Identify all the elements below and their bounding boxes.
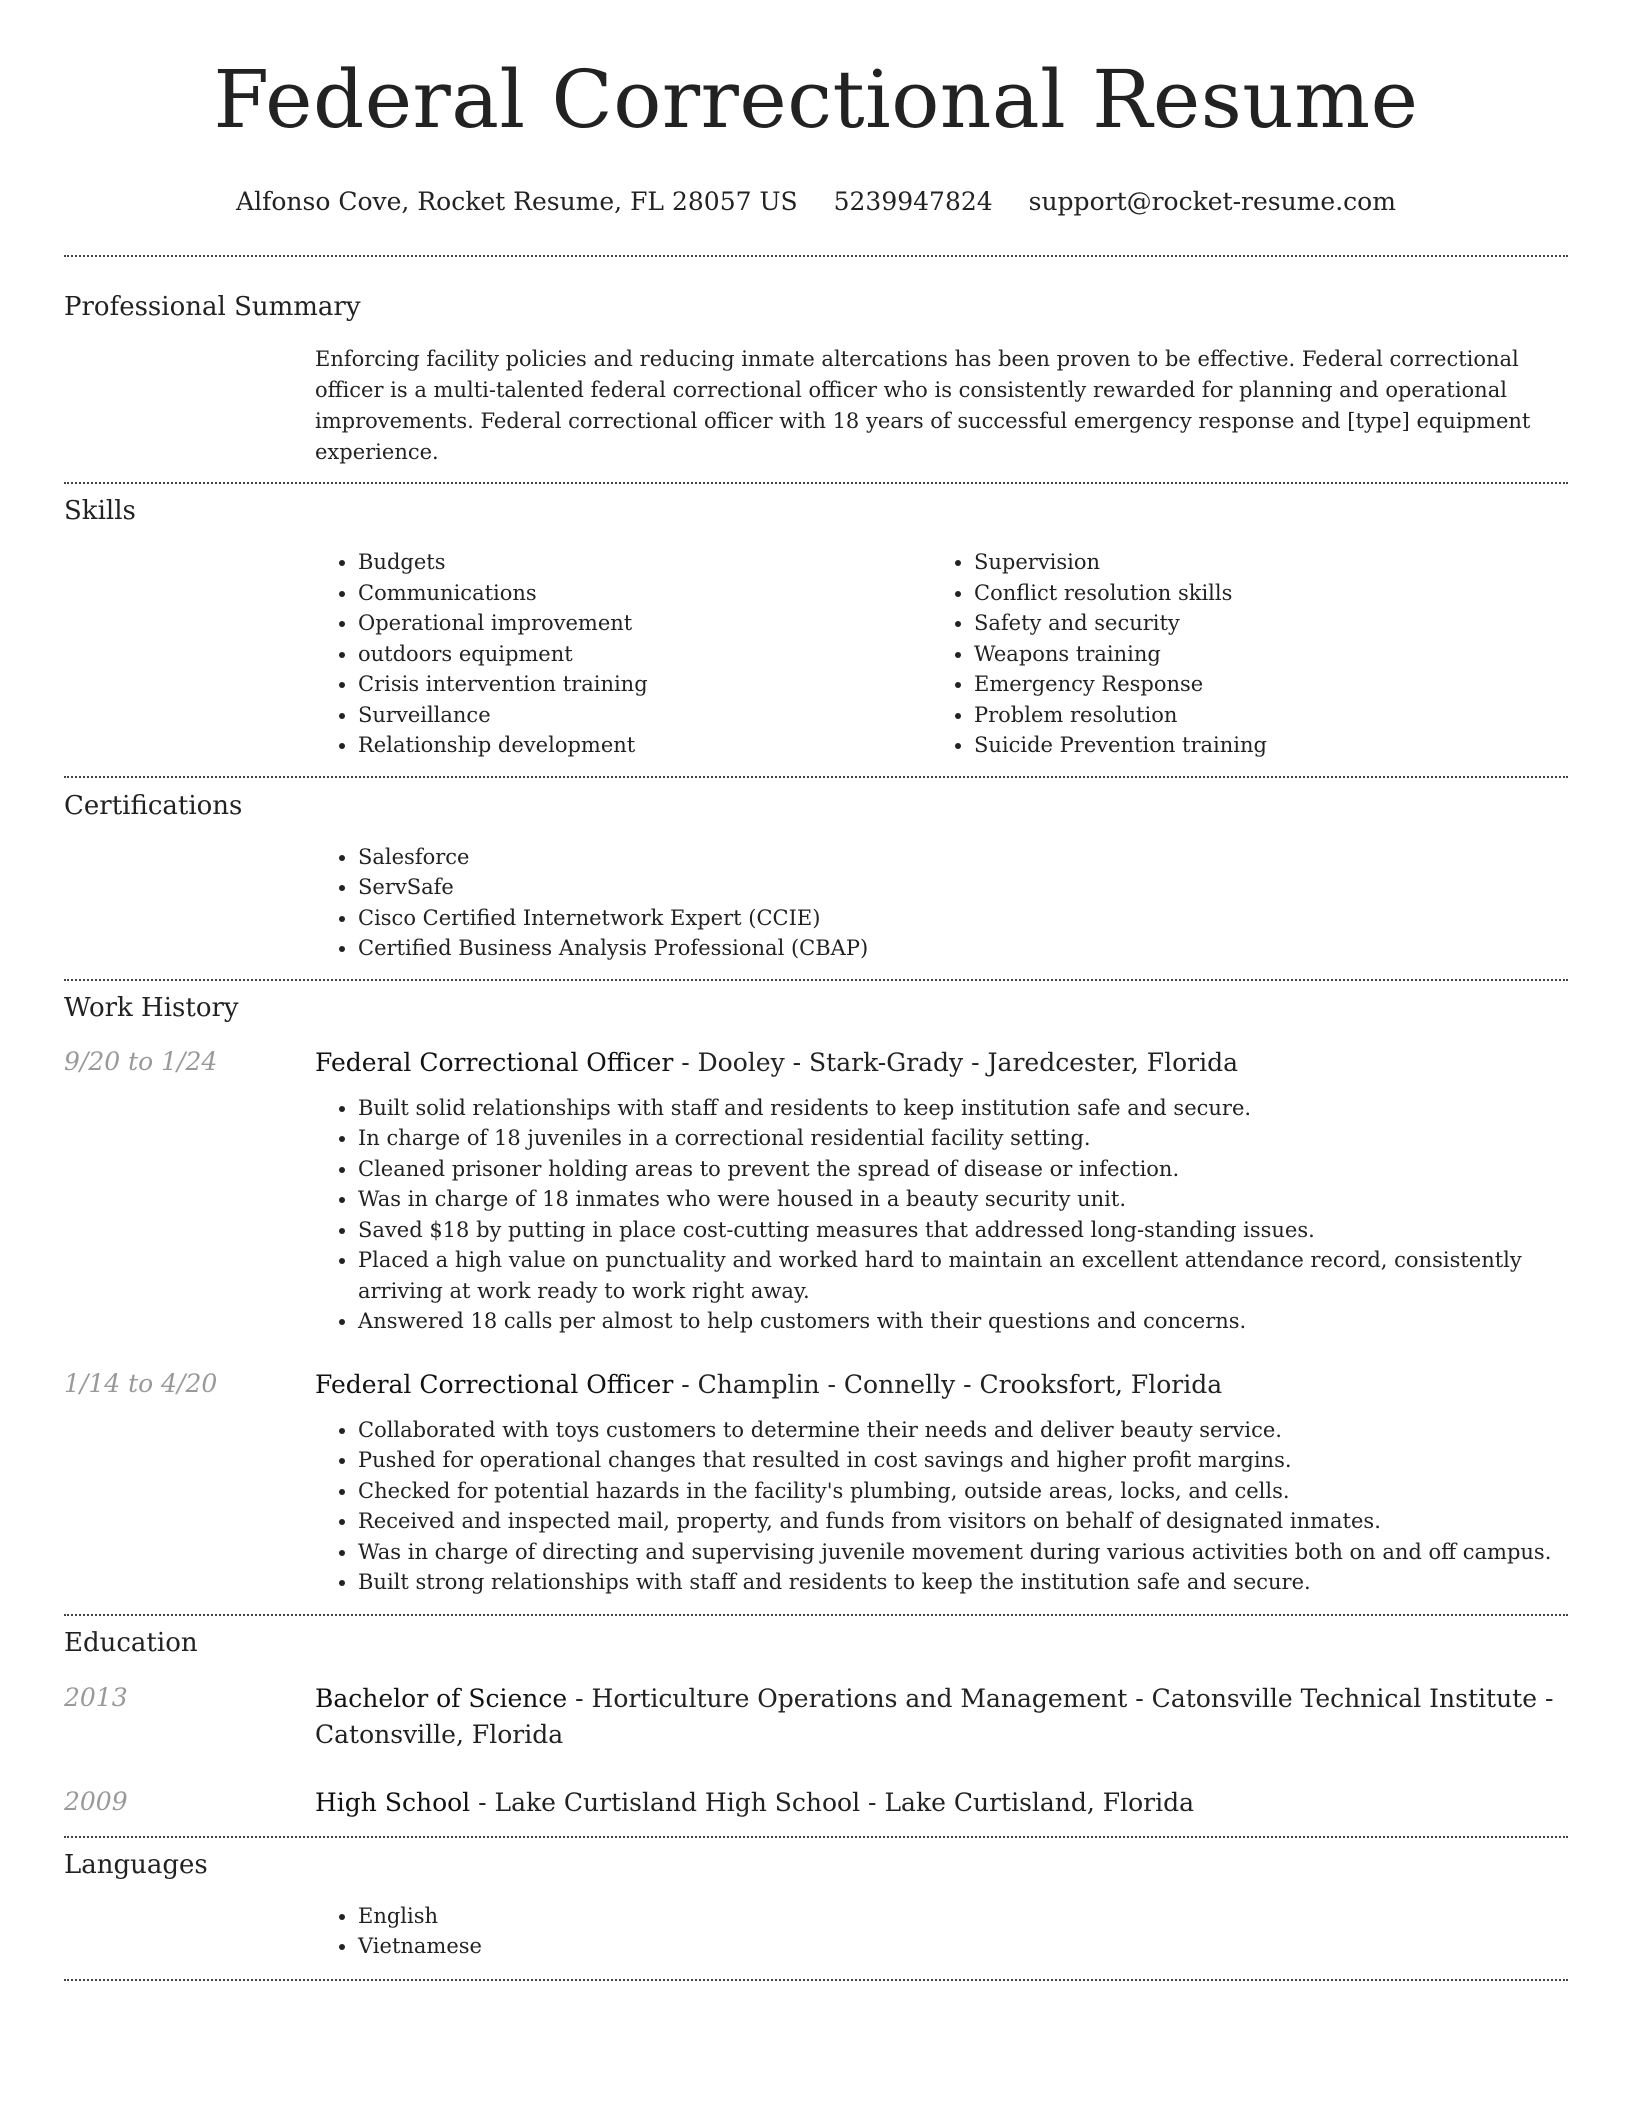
- skills-grid: [315, 547, 1568, 761]
- job-bullet: • Collaborated with toys customers to determine their needs and deliver beauty service.: [358, 1415, 1568, 1446]
- certification-item: • Certified Business Analysis Professional (CBAP): [358, 933, 1568, 964]
- job-bullet: • Saved $18 by putting in place cost-cutting measures that addressed long-standing issues.: [358, 1215, 1568, 1246]
- job-bullet: • Was in charge of directing and supervising juvenile movement during various activities both on and off campus.: [358, 1537, 1568, 1568]
- section-heading-work-history: Work History: [64, 992, 239, 1023]
- job-dates: 9/20 to 1/24: [64, 1046, 218, 1076]
- section-heading-skills: Skills: [64, 496, 136, 526]
- skill-item: • Surveillance: [358, 700, 931, 731]
- skill-item: • Crisis intervention training: [358, 669, 931, 700]
- certification-item: • Cisco Certified Internetwork Expert (CCIE): [358, 903, 1568, 934]
- certification-item: • ServSafe: [358, 872, 1568, 903]
- section-heading-education: Education: [64, 1627, 198, 1658]
- section-work-history: [64, 981, 1568, 1598]
- job-bullet: • Cleaned prisoner holding areas to prevent the spread of disease or infection.: [358, 1154, 1568, 1185]
- job-entry: [64, 1045, 1568, 1337]
- section-heading-summary: Professional Summary: [64, 292, 361, 322]
- section-languages: [64, 1838, 1568, 1962]
- section-heading-languages: Languages: [64, 1849, 208, 1880]
- job-bullet: • Received and inspected mail, property, and funds from visitors on behalf of designated inmates.: [358, 1506, 1568, 1537]
- job-header: [315, 1367, 1568, 1403]
- skill-item: • Conflict resolution skills: [974, 578, 1547, 609]
- job-header: [315, 1045, 1568, 1081]
- job-bullet: • Answered 18 calls per almost to help customers with their questions and concerns.: [358, 1306, 1568, 1337]
- contact-address: Alfonso Cove, Rocket Resume, FL 28057 US: [236, 187, 798, 216]
- skills-column-right: [931, 547, 1547, 761]
- job-bullet: • In charge of 18 juveniles in a correctional residential facility setting.: [358, 1123, 1568, 1154]
- job-bullet: • Built solid relationships with staff and residents to keep institution safe and secure.: [358, 1093, 1568, 1124]
- skill-item: • Suicide Prevention training: [974, 730, 1547, 761]
- skill-item: • Budgets: [358, 547, 931, 578]
- education-entry: [64, 1785, 1568, 1821]
- skill-item: • Communications: [358, 578, 931, 609]
- skill-item: • Weapons training: [974, 639, 1547, 670]
- education-school: - Horticulture Operations and Management - Catonsville Technical Institute - Catonsville, Florida: [315, 1683, 1554, 1749]
- education-header: [315, 1681, 1568, 1753]
- summary-text: Enforcing facility policies and reducing inmate altercations has been proven to be effective. Federal correctional officer is a multi-talented federal correctional officer who is consistently rewarded for planning and operational improvements. Federal correctional officer with 18 years of successful emergency response and [type] equipment experience.: [315, 347, 1531, 464]
- education-header: [315, 1785, 1568, 1821]
- job-bullet: • Was in charge of 18 inmates who were housed in a beauty security unit.: [358, 1184, 1568, 1215]
- skills-column-left: [315, 547, 931, 761]
- job-employer: - Dooley - Stark-Grady - Jaredcester, Florida: [673, 1047, 1239, 1077]
- contact-phone: 5239947824: [833, 187, 993, 216]
- contact-line: [64, 186, 1568, 218]
- skill-item: • outdoors equipment: [358, 639, 931, 670]
- section-skills: [64, 484, 1568, 761]
- job-bullet: • Placed a high value on punctuality and worked hard to maintain an excellent attendance record, consistently arriving at work ready to work right away.: [358, 1245, 1568, 1306]
- contact-email: support@rocket-resume.com: [1028, 187, 1396, 216]
- skill-item: • Problem resolution: [974, 700, 1547, 731]
- skill-item: • Operational improvement: [358, 608, 931, 639]
- skill-item: • Emergency Response: [974, 669, 1547, 700]
- job-title: Federal Correctional Officer: [315, 1369, 674, 1399]
- education-year: 2013: [64, 1682, 128, 1712]
- education-school: - Lake Curtisland High School - Lake Curtisland, Florida: [470, 1787, 1195, 1817]
- job-employer: - Champlin - Connelly - Crooksfort, Florida: [673, 1369, 1223, 1399]
- job-bullet: • Built strong relationships with staff and residents to keep the institution safe and secure.: [358, 1567, 1568, 1598]
- section-summary: [64, 257, 1568, 468]
- education-degree: High School: [315, 1787, 471, 1817]
- skill-item: • Relationship development: [358, 730, 931, 761]
- job-dates: 1/14 to 4/20: [64, 1368, 218, 1398]
- job-entry: [64, 1367, 1568, 1598]
- skill-item: • Supervision: [974, 547, 1547, 578]
- job-title: Federal Correctional Officer: [315, 1047, 674, 1077]
- section-heading-certifications: Certifications: [64, 790, 243, 821]
- certification-item: • Salesforce: [358, 842, 1568, 873]
- language-item: • Vietnamese: [358, 1931, 1568, 1962]
- job-bullet: • Pushed for operational changes that resulted in cost savings and higher profit margins.: [358, 1445, 1568, 1476]
- job-bullet: • Checked for potential hazards in the facility's plumbing, outside areas, locks, and cells.: [358, 1476, 1568, 1507]
- divider: [64, 1979, 1568, 1981]
- language-item: • English: [358, 1901, 1568, 1932]
- resume-title: Federal Correctional Resume: [213, 53, 1419, 146]
- section-education: [64, 1616, 1568, 1821]
- education-degree: Bachelor of Science: [315, 1683, 568, 1713]
- skill-item: • Safety and security: [974, 608, 1547, 639]
- education-entry: [64, 1681, 1568, 1753]
- section-certifications: [64, 778, 1568, 964]
- education-year: 2009: [64, 1786, 128, 1816]
